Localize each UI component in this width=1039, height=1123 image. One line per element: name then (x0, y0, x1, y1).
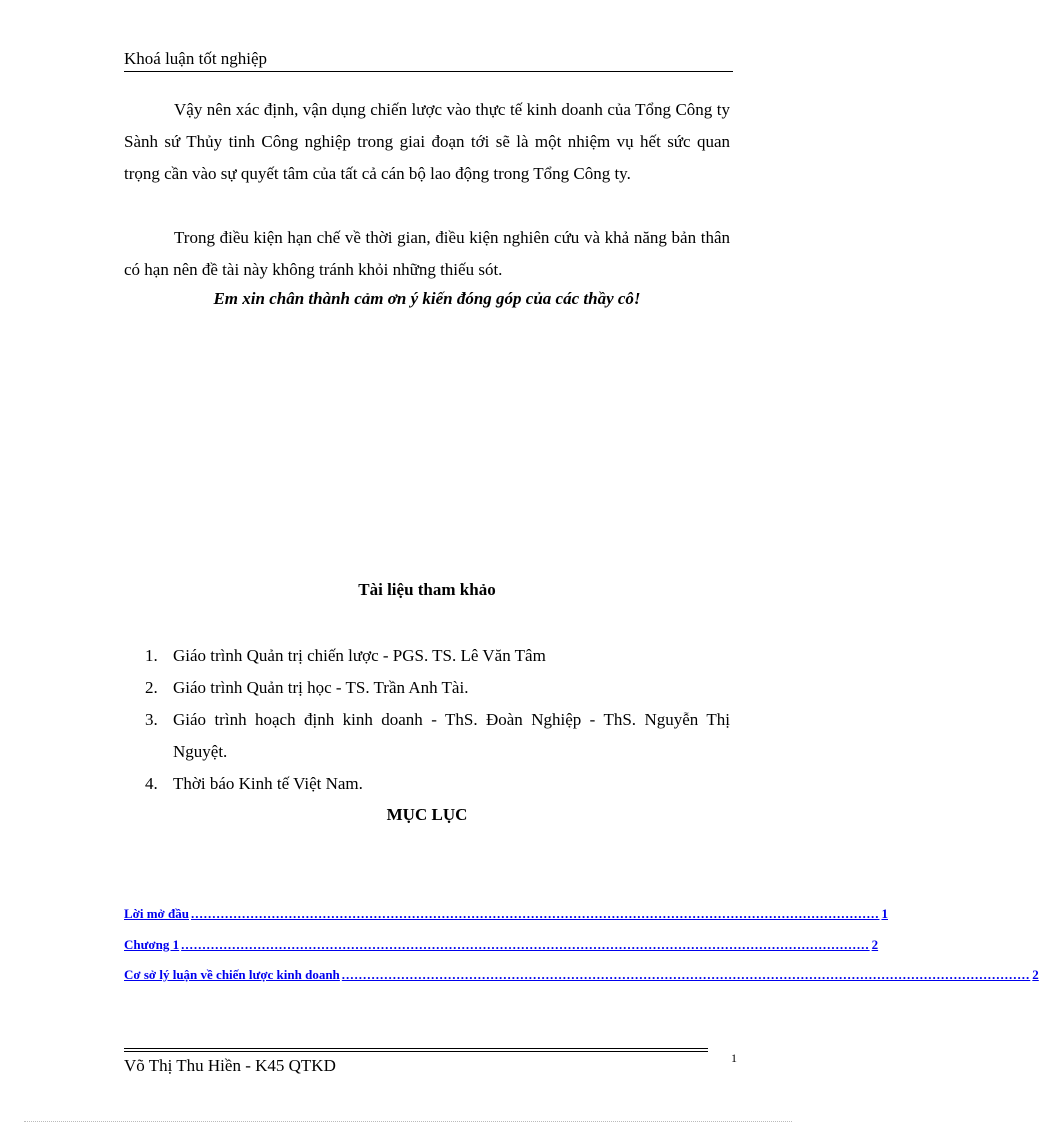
reference-item (145, 704, 730, 768)
header-divider (124, 71, 733, 72)
toc-leader-dots: .................................................................................................................................................................. (190, 906, 880, 921)
reference-text: Giáo trình hoạch định kinh doanh - ThS. Đoàn Nghiệp - ThS. Nguyễn Thị Nguyệt. (173, 710, 730, 761)
reference-text: Thời báo Kinh tế Việt Nam. (173, 774, 363, 793)
toc-entry-label: Lời mở đầu (124, 906, 189, 921)
toc-leader-dots: .................................................................................................................................................................. (341, 967, 1031, 982)
footer-divider-top (124, 1048, 708, 1049)
toc-entry-loi-mo-dau[interactable] (124, 906, 888, 922)
body-paragraph-1: Vậy nên xác định, vận dụng chiến lược vào thực tế kinh doanh của Tổng Công ty Sành sứ Thủy tinh Công nghiệp trong giai đoạn tới sẽ là một nhiệm vụ hết sức quan trọng cần vào sự quyết tâm của tất cả cán bộ lao động trong Tổng Công ty. (124, 100, 730, 183)
references-title: Tài liệu tham khảo (358, 580, 496, 599)
reference-item (145, 672, 730, 704)
reference-item (145, 768, 730, 800)
toc-entry-label: Cơ sở lý luận về chiến lược kinh doanh (124, 967, 340, 982)
toc-entry-page: 2 (871, 937, 879, 952)
toc-leader-dots: .................................................................................................................................................................. (181, 937, 870, 952)
toc-entry-label: Chương 1 (124, 937, 180, 952)
footer-author: Võ Thị Thu Hiền - K45 QTKD (124, 1056, 336, 1075)
toc-entry-page: 1 (881, 906, 888, 921)
reference-number: 4. (145, 774, 158, 793)
thanks-line: Em xin chân thành cảm ơn ý kiến đóng góp của các thầy cô! (213, 289, 641, 308)
reference-number: 1. (145, 646, 158, 665)
toc-entry-chuong-1[interactable] (124, 937, 879, 953)
reference-text: Giáo trình Quản trị chiến lược - PGS. TS. Lê Văn Tâm (173, 646, 546, 665)
reference-number: 2. (145, 678, 158, 697)
body-paragraph-2: Trong điều kiện hạn chế về thời gian, điều kiện nghiên cứu và khả năng bản thân có hạn nên đề tài này không tránh khỏi những thiếu sót. (124, 228, 730, 279)
reference-number: 3. (145, 710, 158, 729)
references-list (145, 640, 730, 800)
toc-entry-page: 2 (1032, 967, 1039, 982)
footer-divider-bottom (124, 1051, 708, 1052)
toc-entry-co-so-ly-luan[interactable] (124, 967, 1039, 983)
page-bottom-border (24, 1121, 792, 1122)
page-header-title: Khoá luận tốt nghiệp (124, 49, 268, 68)
reference-item (145, 640, 730, 672)
reference-text: Giáo trình Quản trị học - TS. Trần Anh Tài. (173, 678, 469, 697)
page-number: 1 (731, 1051, 737, 1065)
toc-title: MỤC LỤC (386, 805, 468, 824)
